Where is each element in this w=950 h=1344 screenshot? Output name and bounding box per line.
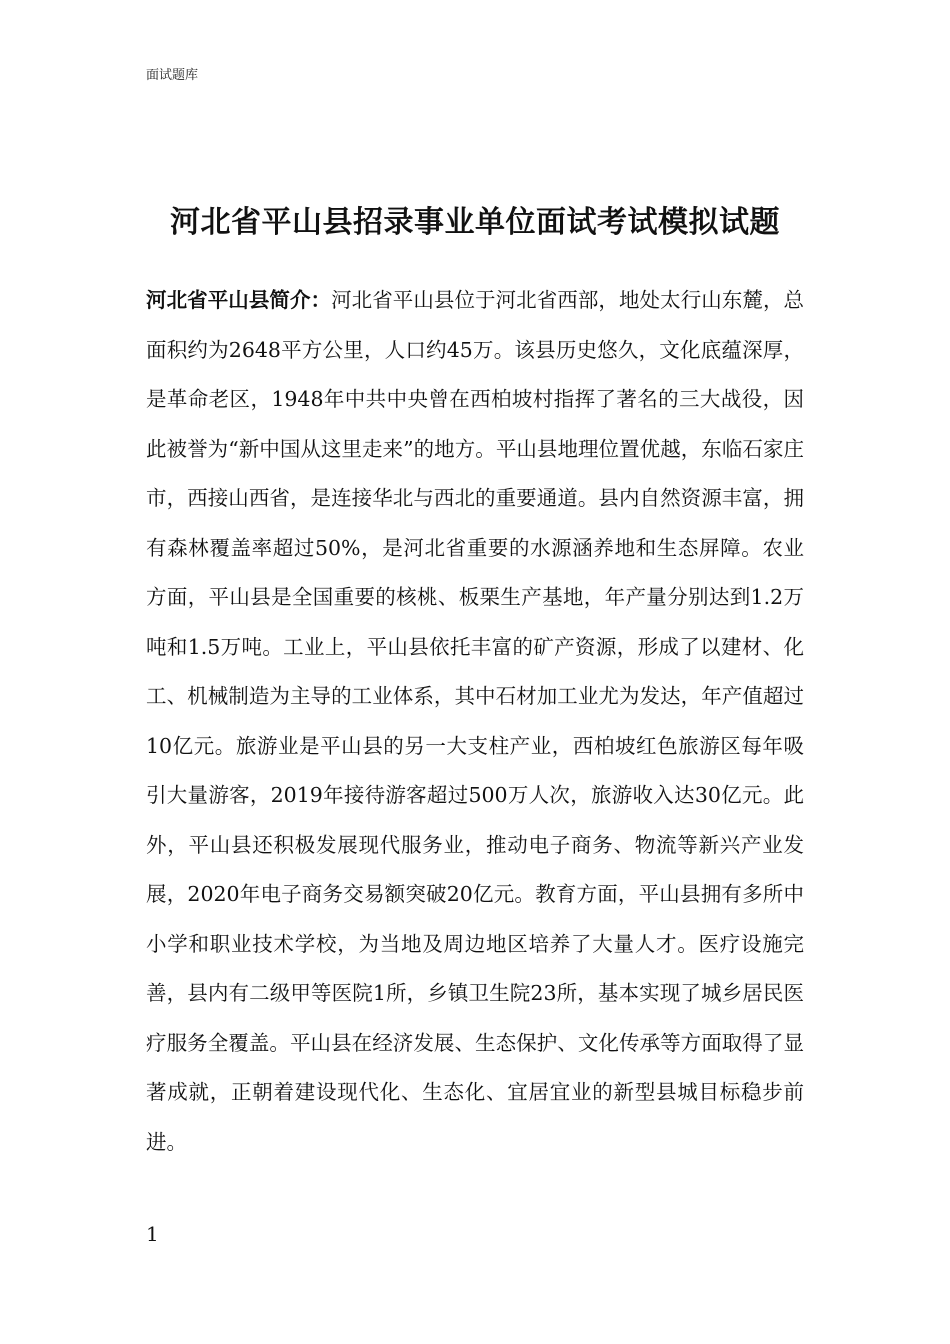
- page-number: 1: [146, 1222, 159, 1246]
- page-header-label: 面试题库: [146, 68, 199, 83]
- intro-paragraph: [146, 276, 804, 1167]
- intro-text: 河北省平山县位于河北省西部，地处太行山东麓，总面积约为2648平方公里，人口约45万。该县历史悠久，文化底蕴深厚，是革命老区，1948年中共中央曾在西柏坡村指挥了著名的三大战役，因此被誉为“新中国从这里走来”的地方。平山县地理位置优越，东临石家庄市，西接山西省，是连接华北与西北的重要通道。县内自然资源丰富，拥有森林覆盖率超过50%，是河北省重要的水源涵养地和生态屏障。农业方面，平山县是全国重要的核桃、板栗生产基地，年产量分别达到1.2万吨和1.5万吨。工业上，平山县依托丰富的矿产资源，形成了以建材、化工、机械制造为主导的工业体系，其中石材加工业尤为发达，年产值超过10亿元。旅游业是平山县的另一大支柱产业，西柏坡红色旅游区每年吸引大量游客，2019年接待游客超过500万人次，旅游收入达30亿元。此外，平山县还积极发展现代服务业，推动电子商务、物流等新兴产业发展，2020年电子商务交易额突破20亿元。教育方面，平山县拥有多所中小学和职业技术学校，为当地及周边地区培养了大量人才。医疗设施完善，县内有二级甲等医院1所，乡镇卫生院23所，基本实现了城乡居民医疗服务全覆盖。平山县在经济发展、生态保护、文化传承等方面取得了显著成就，正朝着建设现代化、生态化、宜居宜业的新型县城目标稳步前进。: [146, 288, 805, 1154]
- document-title: 河北省平山县招录事业单位面试考试模拟试题: [170, 205, 780, 241]
- intro-label: 河北省平山县简介：: [146, 288, 332, 312]
